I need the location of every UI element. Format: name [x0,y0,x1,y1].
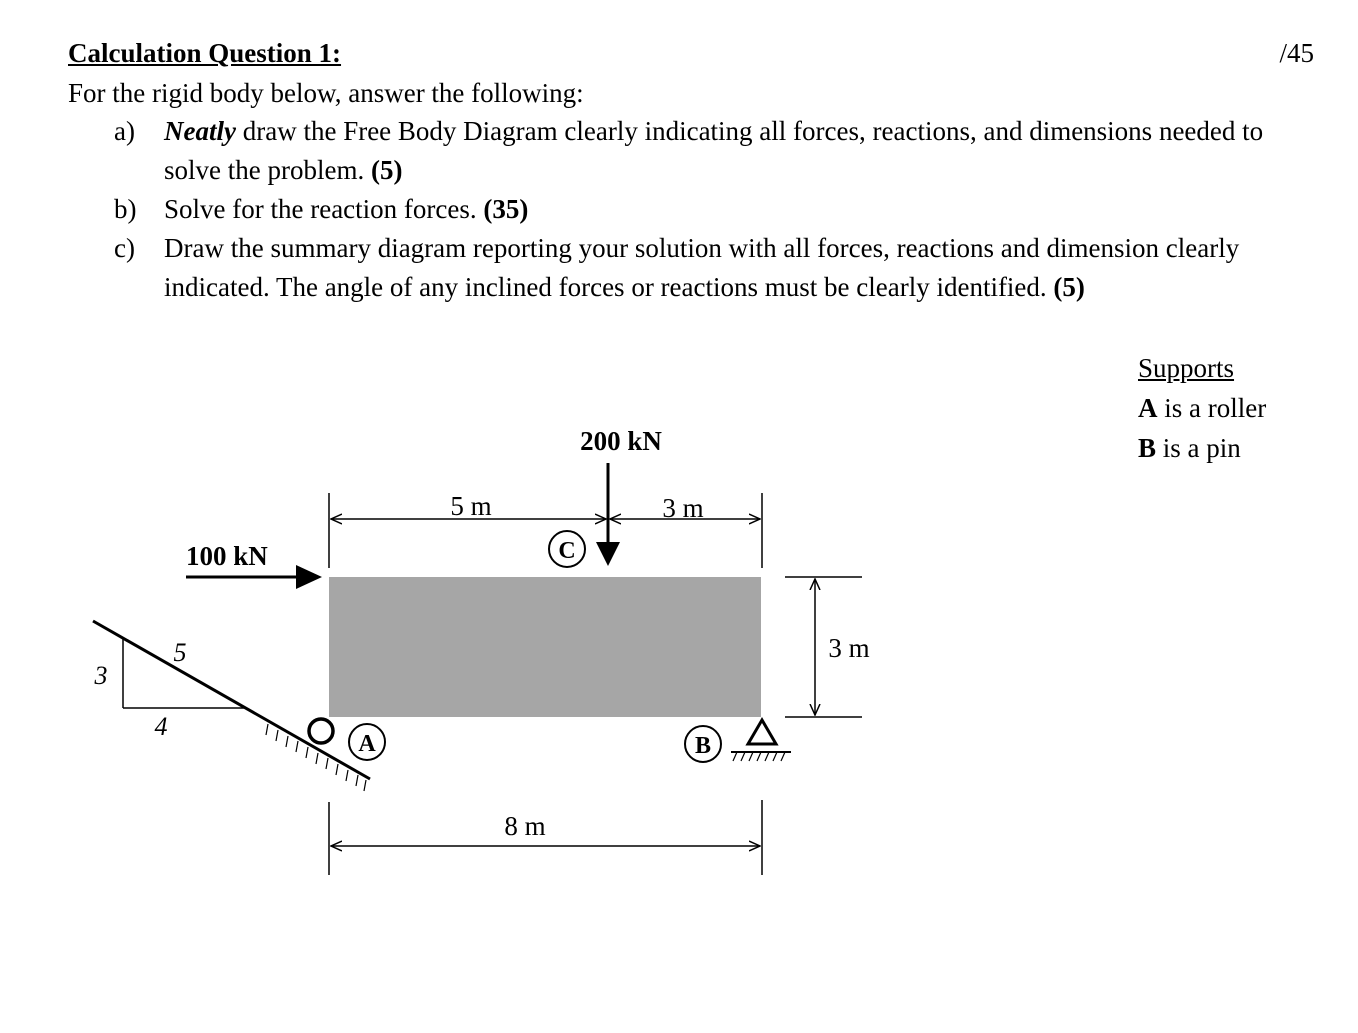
slope-run-label: 4 [154,712,168,741]
question-a-body: draw the Free Body Diagram clearly indicating all forces, reactions, and dimensions needed to solve the problem. [164,116,1264,185]
question-title: Calculation Question 1: [68,38,342,68]
score-total: /45 [1279,38,1314,68]
force-100-label: 100 kN [186,541,268,571]
question-b-label: b) [114,194,137,224]
supports-heading: Supports [1138,353,1235,383]
rigid-body [329,577,761,717]
question-c-body: Draw the summary diagram reporting your solution with all forces, reactions and dimension clearly indicated. The angle of any inclined forces or reactions must be clearly identified. [164,233,1240,302]
question-c-label: c) [114,233,135,263]
slope-hyp-label: 5 [173,638,187,667]
dim-height-label: 3 m [828,633,870,663]
point-a-label: A [358,731,376,757]
pin-support-b [748,720,776,744]
point-c-label: C [558,538,576,564]
dim-3m-top-label: 3 m [662,493,704,523]
dim-8m-label: 8 m [504,811,546,841]
slope-rise-label: 3 [94,661,108,690]
question-a-label: a) [114,116,135,146]
question-b-marks: (35) [483,194,529,224]
support-a-text: is a roller [1157,393,1267,423]
force-100-arrowhead [296,565,322,589]
intro-text: For the rigid body below, answer the following: [68,78,584,108]
force-200-label: 200 kN [580,426,662,456]
question-a-emph: Neatly [164,116,236,146]
pin-ground-hatching [733,752,785,761]
point-b-label: B [694,733,712,759]
support-b-text: is a pin [1156,433,1241,463]
force-200-arrowhead [596,542,620,566]
question-c-marks: (5) [1053,272,1085,302]
roller-support-a [309,719,333,743]
support-b-label: B [1138,433,1157,463]
question-b-body: Solve for the reaction forces. [164,194,484,224]
inclined-surface [93,621,370,779]
dim-5m-label: 5 m [450,491,492,521]
question-a-marks: (5) [370,155,403,185]
support-a-label: A [1138,393,1158,423]
